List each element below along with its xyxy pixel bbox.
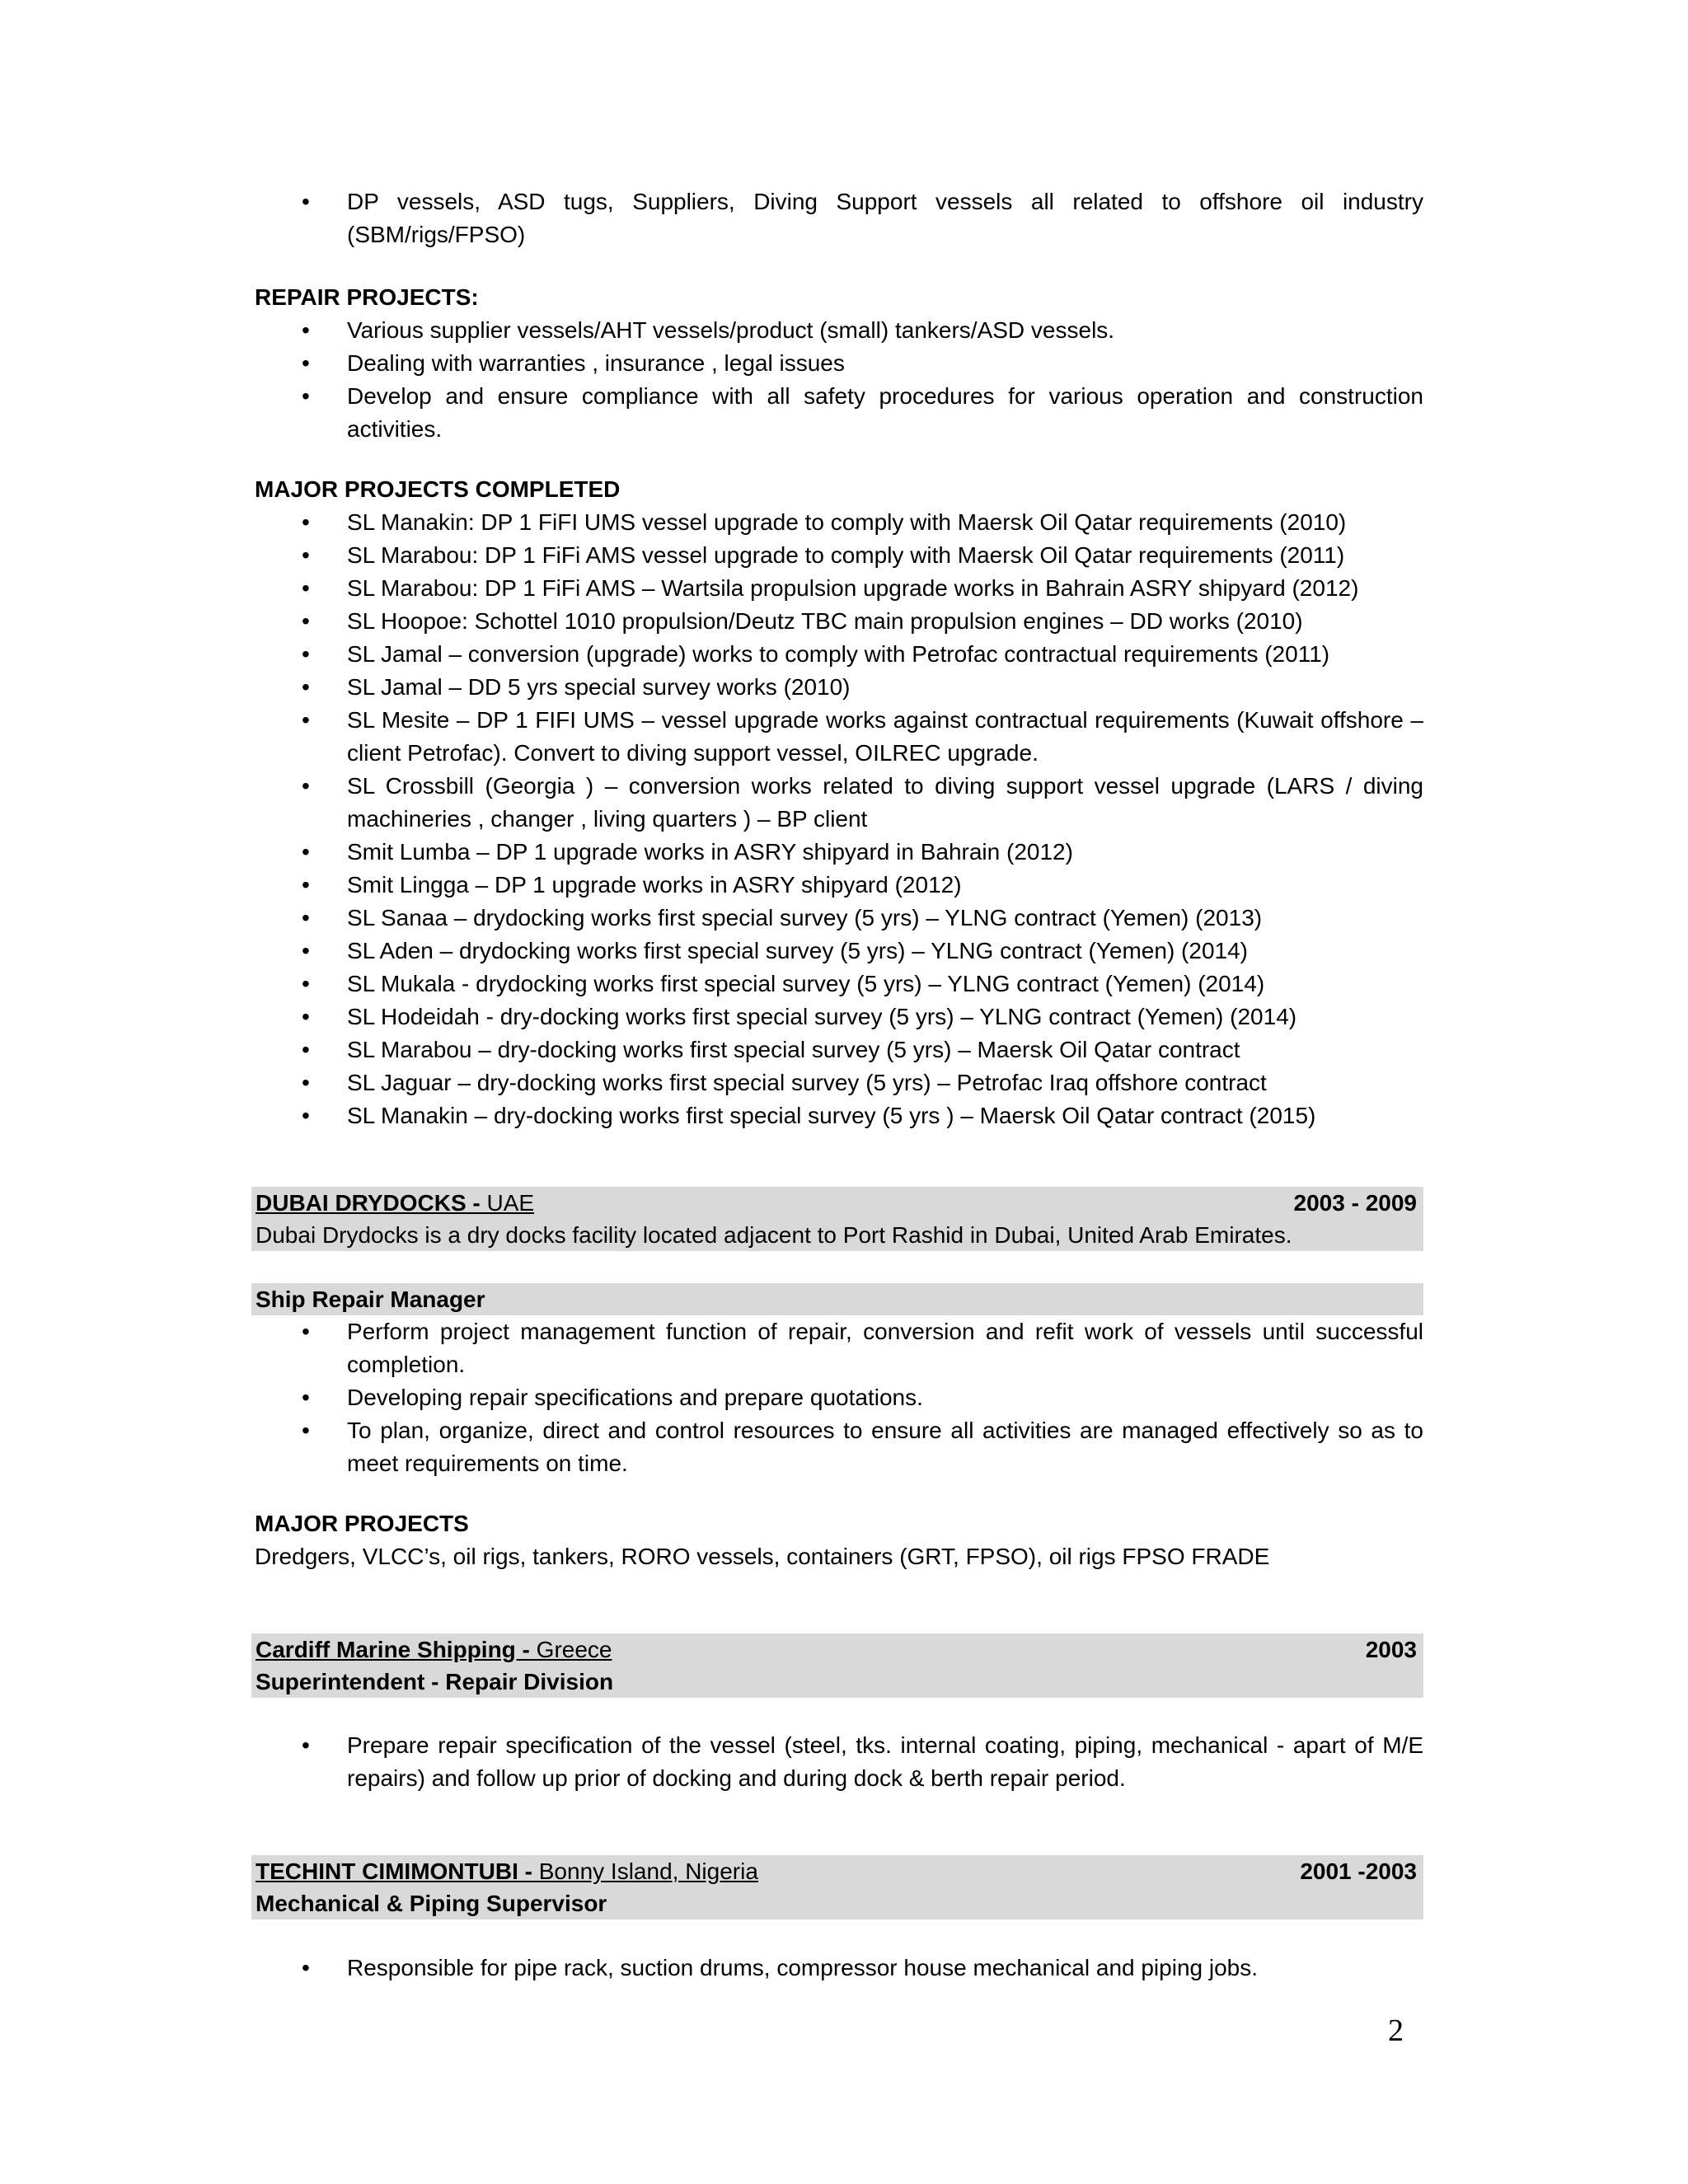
employer-description: Dubai Drydocks is a dry docks facility located adjacent to Port Rashid in Dubai, United Arab Emirates. — [256, 1222, 1292, 1248]
list-item: • SL Hoopoe: Schottel 1010 propulsion/Deutz TBC main propulsion engines – DD works (2010) — [255, 605, 1423, 638]
list-item: • SL Jaguar – dry-docking works first special survey (5 yrs) – Petrofac Iraq offshore contract — [255, 1066, 1423, 1099]
dubai-duties-section — [255, 1315, 1423, 1480]
list-item: • SL Marabou: DP 1 FiFi AMS vessel upgrade to comply with Maersk Oil Qatar requirements (2011) — [255, 539, 1423, 572]
job-title: Mechanical & Piping Supervisor — [256, 1891, 607, 1916]
dubai-drydocks-header — [251, 1187, 1423, 1251]
employer-name: Cardiff Marine Shipping - — [256, 1637, 530, 1662]
major-projects-text: Dredgers, VLCC’s, oil rigs, tankers, RORO vessels, containers (GRT, FPSO), oil rigs FPSO FRADE — [255, 1544, 1270, 1569]
dubai-major-projects-section — [255, 1507, 1423, 1573]
list-item: • SL Marabou – dry-docking works first special survey (5 yrs) – Maersk Oil Qatar contract — [255, 1033, 1423, 1066]
list-item: • SL Marabou: DP 1 FiFi AMS – Wartsila propulsion upgrade works in Bahrain ASRY shipyard (2012) — [255, 572, 1423, 605]
list-item: • DP vessels, ASD tugs, Suppliers, Diving Support vessels all related to offshore oil industry (SBM/rigs/FPSO) — [255, 185, 1423, 251]
list-item: • Smit Lumba – DP 1 upgrade works in ASRY shipyard in Bahrain (2012) — [255, 836, 1423, 869]
techint-duties-list — [255, 1952, 1423, 1985]
repair-projects-heading: REPAIR PROJECTS: — [255, 284, 479, 310]
list-item: • SL Hodeidah - dry-docking works first special survey (5 yrs) – YLNG contract (Yemen) (2014) — [255, 1001, 1423, 1033]
intro-bullet-list — [255, 185, 1423, 251]
employer-row — [251, 1633, 1423, 1666]
employment-years: 2003 - 2009 — [1293, 1190, 1417, 1216]
list-item: • SL Aden – drydocking works first special survey (5 yrs) – YLNG contract (Yemen) (2014) — [255, 935, 1423, 968]
techint-header — [251, 1855, 1423, 1919]
list-item: • SL Jamal – DD 5 yrs special survey works (2010) — [255, 671, 1423, 704]
list-item: • SL Crossbill (Georgia ) – conversion works related to diving support vessel upgrade (LARS / diving machineries , changer , living quarters ) – BP client — [255, 770, 1423, 836]
list-item: • Prepare repair specification of the vessel (steel, tks. internal coating, piping, mechanical - apart of M/E repairs) and follow up prior of docking and during dock & berth repair period. — [255, 1729, 1423, 1795]
employer-row — [251, 1187, 1423, 1219]
list-item: • SL Manakin: DP 1 FiFI UMS vessel upgrade to comply with Maersk Oil Qatar requirements (2010) — [255, 506, 1423, 539]
employer-location: UAE — [480, 1190, 535, 1216]
list-item: • SL Mukala - drydocking works first special survey (5 yrs) – YLNG contract (Yemen) (2014) — [255, 968, 1423, 1001]
repair-projects-list — [255, 314, 1423, 446]
dubai-role-header — [251, 1283, 1423, 1315]
cardiff-header — [251, 1633, 1423, 1698]
cardiff-duties-list — [255, 1729, 1423, 1795]
job-title: Ship Repair Manager — [256, 1286, 485, 1312]
list-item: • Responsible for pipe rack, suction drums, compressor house mechanical and piping jobs. — [255, 1952, 1423, 1985]
dubai-duties-list — [255, 1315, 1423, 1480]
list-item: • Dealing with warranties , insurance , legal issues — [255, 347, 1423, 380]
major-projects-completed-section — [255, 473, 1423, 1132]
repair-projects-section — [255, 281, 1423, 446]
page-number: 2 — [1388, 2013, 1404, 2048]
employment-years: 2003 — [1365, 1637, 1417, 1662]
employer-location: Greece — [529, 1637, 612, 1662]
job-title: Superintendent - Repair Division — [256, 1669, 614, 1694]
major-projects-heading: MAJOR PROJECTS — [255, 1511, 469, 1536]
list-item: • SL Mesite – DP 1 FIFI UMS – vessel upgrade works against contractual requirements (Kuwait offshore – client Petrofac). Convert to diving support vessel, OILREC upgrade. — [255, 704, 1423, 770]
employment-years: 2001 -2003 — [1300, 1858, 1417, 1884]
employer-name: DUBAI DRYDOCKS - — [256, 1190, 481, 1216]
list-item: • Developing repair specifications and prepare quotations. — [255, 1381, 1423, 1414]
list-item: • SL Jamal – conversion (upgrade) works to comply with Petrofac contractual requirements (2011) — [255, 638, 1423, 671]
employer-row — [251, 1855, 1423, 1887]
list-item: • Smit Lingga – DP 1 upgrade works in ASRY shipyard (2012) — [255, 869, 1423, 902]
employer-location: Bonny Island, Nigeria — [532, 1858, 758, 1884]
major-projects-completed-list — [255, 506, 1423, 1132]
cardiff-duties-section — [255, 1729, 1423, 1795]
major-projects-completed-heading: MAJOR PROJECTS COMPLETED — [255, 476, 621, 502]
list-item: • Various supplier vessels/AHT vessels/product (small) tankers/ASD vessels. — [255, 314, 1423, 347]
list-item: • Perform project management function of repair, conversion and refit work of vessels until successful completion. — [255, 1315, 1423, 1381]
list-item: • SL Manakin – dry-docking works first special survey (5 yrs ) – Maersk Oil Qatar contract (2015) — [255, 1099, 1423, 1132]
employer-name: TECHINT CIMIMONTUBI - — [256, 1858, 532, 1884]
list-item: • Develop and ensure compliance with all safety procedures for various operation and construction activities. — [255, 380, 1423, 446]
list-item: • SL Sanaa – drydocking works first special survey (5 yrs) – YLNG contract (Yemen) (2013) — [255, 902, 1423, 935]
techint-duties-section — [255, 1952, 1423, 1985]
intro-section — [255, 185, 1423, 251]
list-item: • To plan, organize, direct and control resources to ensure all activities are managed effectively so as to meet requirements on time. — [255, 1414, 1423, 1480]
